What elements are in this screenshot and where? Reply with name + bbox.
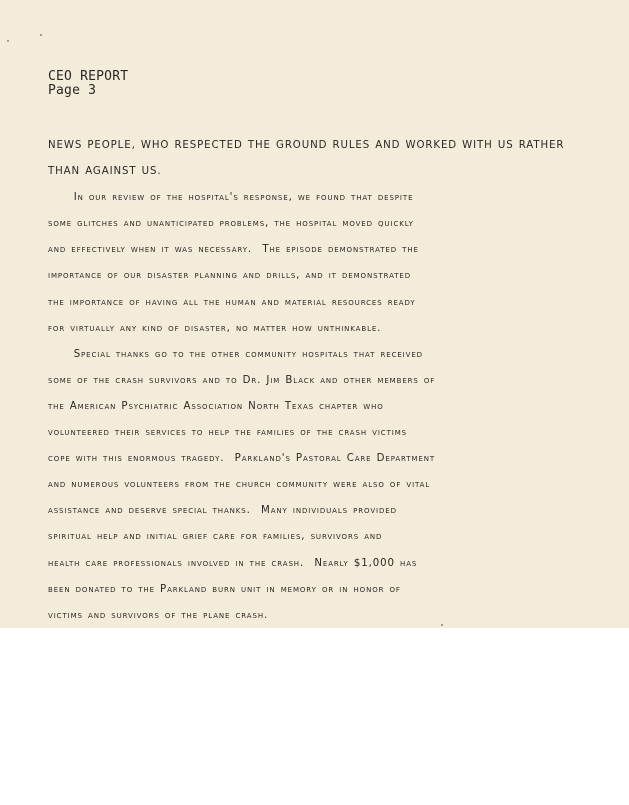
body-line: health care professionals involved in the crash. Nearly $1,000 has [48,557,418,569]
paper-speck [7,40,9,42]
paper-speck [40,34,42,36]
page-number: Page 3 [48,83,97,98]
body-line: spiritual help and initial grief care for families, survivors and [48,531,383,543]
report-header [48,70,128,98]
body-line: cope with this enormous tragedy. Parkland's Pastoral Care Department [48,453,436,465]
body-line: been donated to the Parkland burn unit in memory or in honor of [48,583,401,595]
body-line: volunteered their services to help the families of the crash victims [48,427,408,439]
body-line: the American Psychiatric Association North Texas chapter who [48,400,384,412]
body-line: importance of our disaster planning and drills, and it demonstrated [48,270,412,282]
body-line: In our review of the hospital's response, we found that despite [48,192,414,204]
body-line: some of the crash survivors and to Dr. Jim Black and other members of [48,374,436,386]
body-line: Special thanks go to the other community hospitals that received [48,348,423,360]
body-line: the importance of having all the human and material resources ready [48,296,416,308]
report-title: CEO REPORT [48,69,129,84]
report-body [48,133,623,628]
body-line: NEWS PEOPLE, WHO RESPECTED THE GROUND RULES AND WORKED WITH US RATHER [48,140,565,151]
body-line: some glitches and unanticipated problems, the hospital moved quickly [48,218,414,230]
body-line: and effectively when it was necessary. The episode demonstrated the [48,244,419,256]
body-line: and numerous volunteers from the church community were also of vital [48,479,431,491]
body-line: for virtually any kind of disaster, no matter how unthinkable. [48,322,382,334]
body-line: THAN AGAINST US. [48,166,162,178]
body-line: assistance and deserve special thanks. Many individuals provided [48,505,397,517]
body-line: victims and survivors of the plane crash. [48,609,269,621]
